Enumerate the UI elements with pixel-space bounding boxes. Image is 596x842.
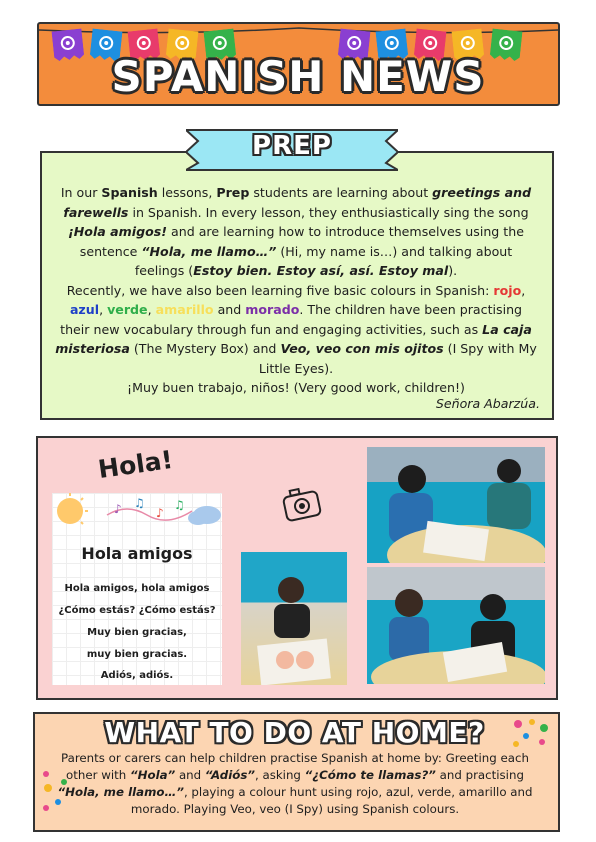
colour-amarillo: amarillo bbox=[155, 302, 214, 317]
prep-paragraph-1: In our Spanish lessons, Prep students are learning about greetings and farewells in Spanish. In every lesson, they enthusiastically sing the song ¡Hola amigos! and are learning how to introduce themselves using the sentence “Hola, me llamo…” (Hi, my name is…) and talking about feelings (Estoy bien. Estoy así, así. Estoy mal). bbox=[60, 185, 532, 278]
sun-clouds-illustration bbox=[52, 493, 222, 543]
lyric-line: ¿Cómo estás? ¿Cómo estás? bbox=[58, 605, 216, 616]
colour-rojo: rojo bbox=[493, 282, 522, 298]
prep-paragraph-2: Recently, we have also been learning five basic colours in Spanish: rojo, azul, verde, amarillo and morado. The children have been practising their new vocabulary through fun and engaging activities, such as La caja misteriosa (The Mystery Box) and Veo, veo con mis ojitos (I Spy with My Little Eyes). bbox=[55, 282, 537, 376]
classroom-photo bbox=[367, 447, 545, 563]
song-title: Hola amigos bbox=[81, 544, 193, 563]
prep-ribbon-label: PREP bbox=[252, 131, 332, 161]
camera-icon bbox=[282, 484, 324, 524]
lyric-line: Muy bien gracias, bbox=[87, 627, 187, 638]
home-title: WHAT TO DO AT HOME? bbox=[104, 716, 485, 749]
hola-scribble: Hola! bbox=[96, 444, 175, 485]
lyric-line: Adiós, adiós. bbox=[100, 670, 174, 681]
colour-morado: morado bbox=[245, 302, 300, 317]
page-title: SPANISH NEWS bbox=[111, 52, 485, 101]
svg-text:♪: ♪ bbox=[156, 506, 164, 520]
classroom-photo bbox=[367, 567, 545, 684]
home-body-text: Parents or carers can help children practise Spanish at home by: Greeting each other with “Hola” and “Adiós”, asking “¿Cómo te llamas?” and practising “Hola, me llamo…”, playing a colour hunt using rojo, azul, verde, amarillo and morado. Playing Veo, veo (I Spy) using Spanish colours. bbox=[57, 751, 533, 816]
colour-verde: verde bbox=[107, 302, 148, 317]
svg-text:♪: ♪ bbox=[114, 502, 122, 516]
svg-text:♫: ♫ bbox=[174, 498, 185, 512]
classroom-photo bbox=[241, 552, 347, 685]
prep-paragraph-3: ¡Muy buen trabajo, niños! (Very good work, children!) bbox=[127, 380, 465, 395]
prep-body-text bbox=[54, 183, 538, 398]
lyric-line: Hola amigos, hola amigos bbox=[64, 583, 210, 594]
lyric-line: muy bien gracias. bbox=[86, 649, 188, 660]
teacher-signature: Señora Abarzúa. bbox=[435, 396, 540, 411]
colour-azul: azul bbox=[69, 302, 100, 317]
svg-text:♫: ♫ bbox=[134, 496, 145, 510]
